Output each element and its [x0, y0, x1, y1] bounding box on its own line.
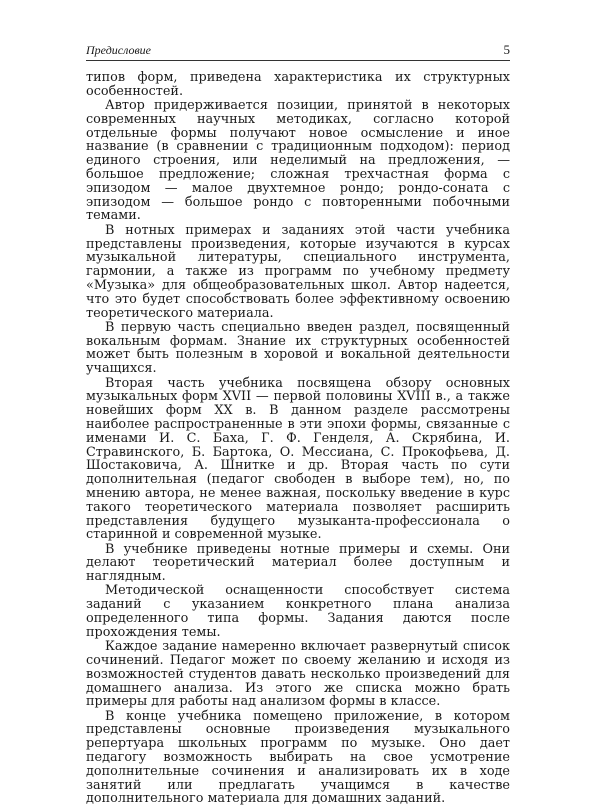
paragraph: В нотных примерах и заданиях этой части учебника представлены произведения, которые изучаются в курсах музыкальной литературы, специального инструмента, гармонии, а также из программ по учебному предмету «Музыка» для общеобразовательных школ. Автор надеется, что это будет способствовать более эффективному освоению теоретического материала. — [86, 222, 510, 321]
paragraph-continuation: типов форм, приведена характеристика их структурных особенностей. — [86, 70, 510, 99]
paragraph: В конце учебника помещено приложение, в котором представлены основные произведения музыкального репертуара школьных программ по музыке. Оно дает педагогу возможность выбирать на свое усмотрение дополнительные сочинения и анализировать их в ходе занятий или предлагать учащимся в качестве дополнительного материала для домашних заданий. — [86, 708, 510, 806]
running-title: Предисловие — [86, 43, 152, 57]
paragraph: Методической оснащенности способствует система заданий с указанием конкретного плана анализа определенного типа формы. Задания даются после прохождения темы. — [86, 583, 510, 640]
running-header — [86, 40, 510, 61]
paragraph: Вторая часть учебника посвящена обзору основных музыкальных форм XVII — первой половины XVIII в., а также новейших форм XX в. В данном разделе рассмотрены наиболее распространенные в эти эпохи формы, связанные с именами И. С. Баха, Г. Ф. Генделя, А. Скрябина, И. Стравинского, Б. Бартока, О. Мессиана, С. Прокофьева, Д. Шостаковича, А. Шнитке и др. Вторая часть по сути дополнительная (педагог свободен в выборе тем), но, по мнению автора, не менее важная, поскольку введение в курс такого теоретического материала позволяет расширить представления будущего музыканта-профессионала о старинной и современной музыке. — [86, 375, 510, 543]
paragraph: В первую часть специально введен раздел, посвященный вокальным формам. Знание их структурных особенностей может быть полезным в хоровой и вокальной деятельности учащихся. — [86, 319, 510, 377]
paragraph: Автор придерживается позиции, принятой в некоторых современных научных методиках, согласно которой отдельные формы получают новое осмысление и иное название (в сравнении с традиционным подходом): период единого строения, или неделимый на предложения, — большое предложение; сложная трехчастная форма с эпизодом — малое двухтемное рондо; рондо-соната с эпизодом — большое рондо с повторенными побочными темами. — [86, 98, 510, 224]
body-text — [86, 71, 510, 806]
paragraph: Каждое задание намеренно включает развернутый список сочинений. Педагог может по своему желанию и исходя из возможностей студентов давать несколько произведений для домашнего анализа. Из этого же списка можно брать примеры для работы над анализом формы в классе. — [86, 639, 510, 710]
book-page — [86, 40, 510, 806]
page-number: 5 — [503, 42, 510, 57]
paragraph: В учебнике приведены нотные примеры и схемы. Они делают теоретический материал более доступным и наглядным. — [86, 541, 510, 585]
